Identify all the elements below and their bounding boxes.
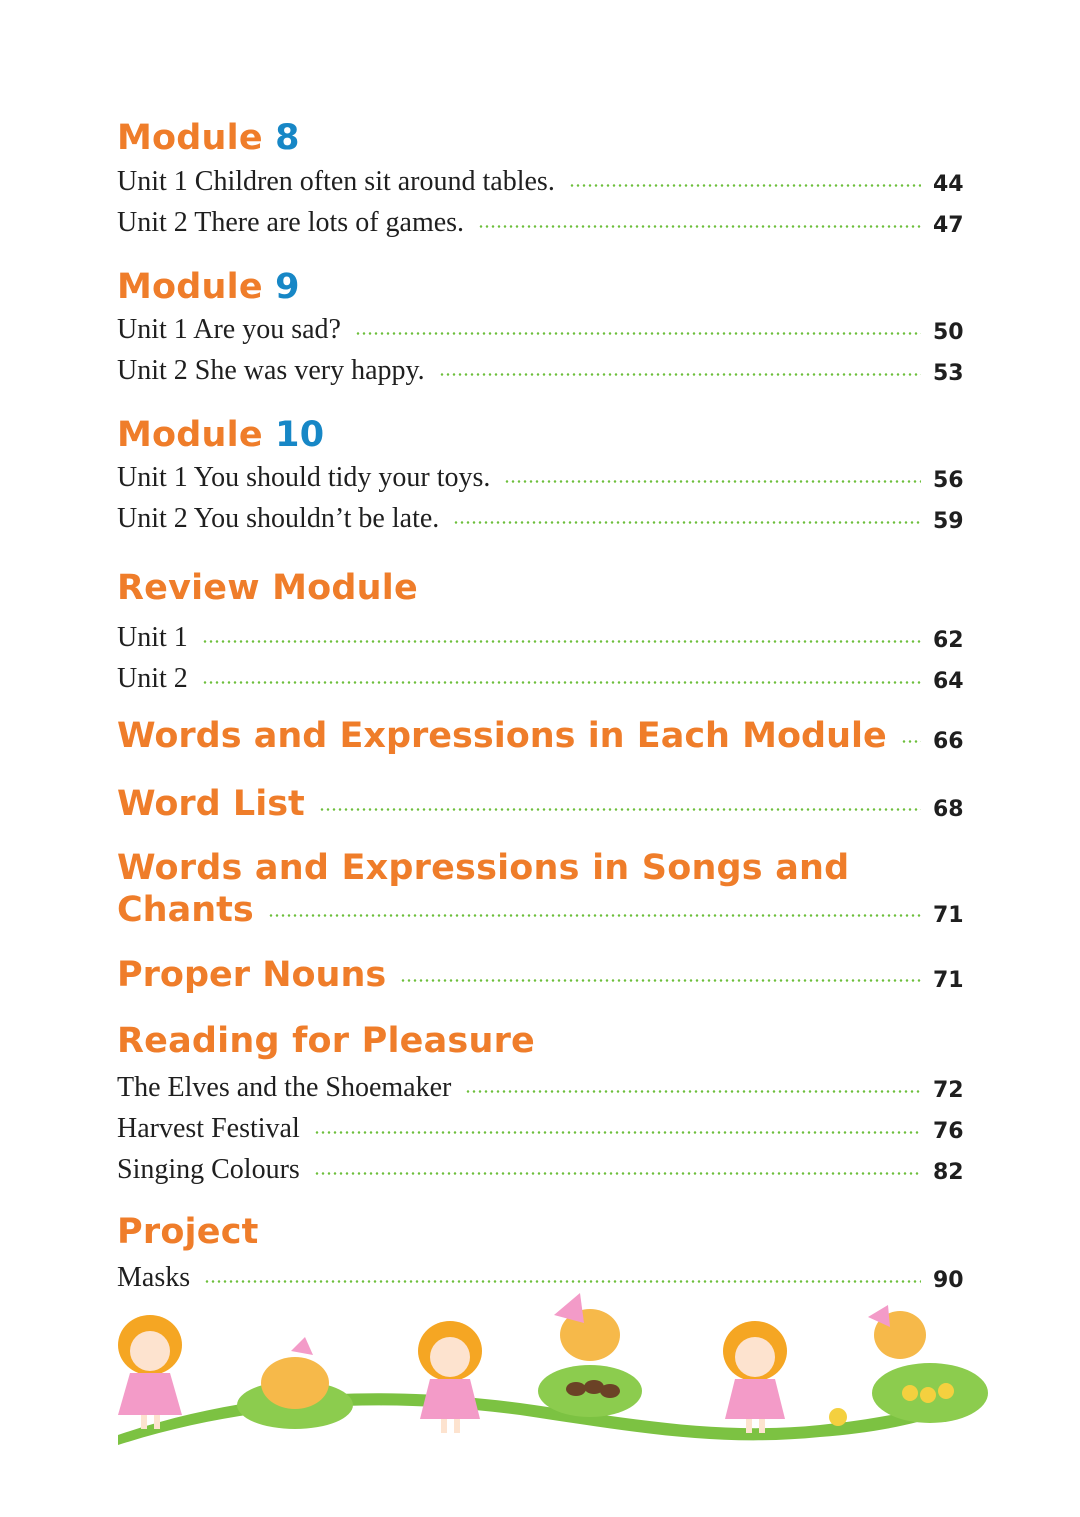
- toc-entry[interactable]: [117, 659, 963, 699]
- toc-entry[interactable]: [117, 162, 963, 202]
- dot-leader: [202, 681, 921, 684]
- reading-heading: Reading for Pleasure: [117, 1021, 535, 1061]
- toc-entry[interactable]: [117, 310, 963, 350]
- toc-entry[interactable]: [117, 458, 963, 498]
- toc-entry[interactable]: [117, 203, 963, 243]
- toc-entry-page: 44: [933, 171, 964, 197]
- toc-entry-songs-chants[interactable]: [117, 890, 963, 930]
- toc-entry-title: Unit 2 She was very happy.: [117, 355, 425, 386]
- toc-entry-page: 62: [933, 627, 964, 653]
- toc-entry-page: 64: [933, 668, 964, 694]
- dot-leader: [202, 640, 921, 643]
- dot-leader: [314, 1131, 921, 1134]
- toc-entry-words-each-module[interactable]: [117, 716, 963, 756]
- chick: [829, 1408, 847, 1426]
- toc-entry-title: Singing Colours: [117, 1154, 300, 1185]
- module-10-heading: [117, 415, 324, 455]
- toc-entry-proper-nouns[interactable]: [117, 955, 963, 995]
- hen-in-nest: [237, 1337, 353, 1429]
- toc-entry-page: 71: [933, 967, 964, 993]
- toc-entry-page: 82: [933, 1159, 964, 1185]
- toc-entry[interactable]: [117, 1109, 963, 1149]
- dot-leader: [204, 1280, 921, 1283]
- dot-leader: [465, 1090, 921, 1093]
- toc-entry[interactable]: [117, 1150, 963, 1190]
- toc-entry-page: 71: [933, 902, 964, 928]
- toc-entry-title: Chants: [117, 890, 254, 930]
- toc-entry-title: Proper Nouns: [117, 955, 387, 995]
- girl-figure: [418, 1321, 482, 1433]
- toc-entry-title: Unit 2 There are lots of games.: [117, 207, 465, 238]
- toc-entry-title: Unit 2 You shouldn’t be late.: [117, 503, 440, 534]
- songs-chants-heading-line1: Words and Expressions in Songs and: [117, 848, 850, 888]
- hen-with-chicks: [868, 1305, 988, 1423]
- toc-entry[interactable]: [117, 499, 963, 539]
- toc-entry-title: Word List: [117, 784, 305, 824]
- toc-entry-title: Unit 2: [117, 663, 188, 694]
- module-8-number: 8: [275, 118, 300, 158]
- cartoon-illustration: [0, 1285, 1080, 1460]
- dot-leader: [268, 914, 921, 917]
- dot-leader: [453, 521, 921, 524]
- dot-leader: [569, 184, 921, 187]
- dot-leader: [439, 373, 921, 376]
- dot-leader: [319, 808, 921, 811]
- review-module-heading: Review Module: [117, 568, 418, 608]
- toc-entry[interactable]: [117, 1068, 963, 1108]
- girl-figure: [723, 1321, 787, 1433]
- toc-entry[interactable]: [117, 351, 963, 391]
- module-10-word: Module: [117, 415, 263, 455]
- toc-entry-page: 66: [933, 728, 964, 754]
- module-9-heading: [117, 267, 300, 307]
- toc-entry-title: Unit 1: [117, 622, 188, 653]
- dot-leader: [400, 979, 921, 982]
- hen-with-eggs: [538, 1293, 642, 1417]
- dot-leader: [504, 480, 921, 483]
- girl-figure: [118, 1315, 182, 1429]
- toc-entry-page: 50: [933, 319, 964, 345]
- toc-entry-title: Unit 1 Children often sit around tables.: [117, 166, 555, 197]
- module-10-number: 10: [275, 415, 325, 455]
- toc-entry-title: The Elves and the Shoemaker: [117, 1072, 452, 1103]
- toc-entry-title: Unit 1 Are you sad?: [117, 314, 341, 345]
- dot-leader: [901, 740, 921, 743]
- toc-entry-word-list[interactable]: [117, 784, 963, 824]
- toc-entry-page: 68: [933, 796, 964, 822]
- toc-entry-page: 59: [933, 508, 964, 534]
- toc-entry-title: Unit 1 You should tidy your toys.: [117, 462, 491, 493]
- toc-entry-title: Harvest Festival: [117, 1113, 300, 1144]
- toc-entry-title: Masks: [117, 1262, 191, 1293]
- module-8-word: Module: [117, 118, 263, 158]
- dot-leader: [355, 332, 921, 335]
- toc-entry-page: 76: [933, 1118, 964, 1144]
- dot-leader: [314, 1172, 921, 1175]
- toc-entry[interactable]: [117, 618, 963, 658]
- module-8-heading: [117, 118, 300, 158]
- module-9-number: 9: [275, 267, 300, 307]
- dot-leader: [478, 225, 921, 228]
- toc-entry-page: 90: [933, 1267, 964, 1293]
- module-9-word: Module: [117, 267, 263, 307]
- toc-entry-page: 53: [933, 360, 964, 386]
- toc-entry-page: 56: [933, 467, 964, 493]
- toc-entry-title: Words and Expressions in Each Module: [117, 716, 887, 756]
- toc-entry-page: 72: [933, 1077, 964, 1103]
- project-heading: Project: [117, 1212, 259, 1252]
- toc-entry-page: 47: [933, 212, 964, 238]
